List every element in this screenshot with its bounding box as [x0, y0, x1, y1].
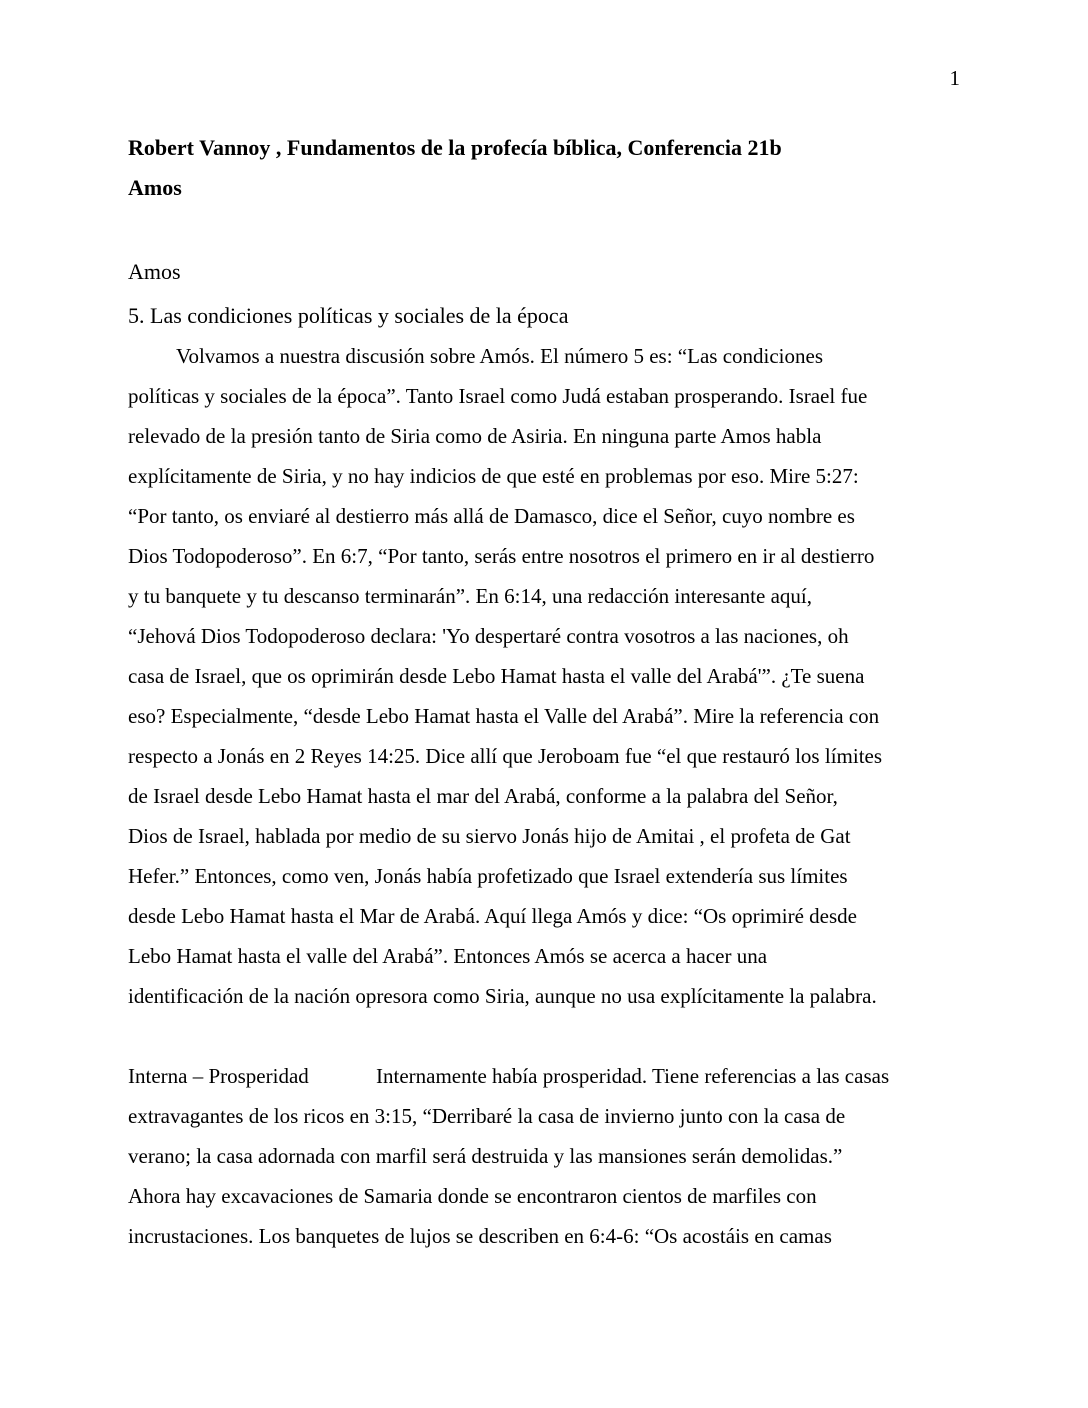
paragraph-line: Volvamos a nuestra discusión sobre Amós. El número 5 es: “Las condiciones	[176, 344, 824, 368]
paragraph-line: Lebo Hamat hasta el valle del Arabá”. Entonces Amós se acerca a hacer una	[128, 944, 768, 968]
paragraph-line: identificación de la nación opresora como Siria, aunque no usa explícitamente la palabra.	[128, 984, 877, 1008]
section-heading: Amos	[128, 259, 181, 284]
document-title	[128, 128, 782, 208]
title-line-1: Robert Vannoy , Fundamentos de la profecía bíblica, Conferencia 21b	[128, 135, 782, 160]
page-number: 1	[949, 66, 960, 90]
paragraph-line-text: Internamente había prosperidad. Tiene referencias a las casas	[376, 1064, 890, 1088]
section-subheading: 5. Las condiciones políticas y sociales de la época	[128, 303, 569, 328]
paragraph-line: Dios Todopoderoso”. En 6:7, “Por tanto, serás entre nosotros el primero en ir al destierro	[128, 544, 875, 568]
paragraph-line: de Israel desde Lebo Hamat hasta el mar del Arabá, conforme a la palabra del Señor,	[128, 784, 838, 808]
paragraph-line: Dios de Israel, hablada por medio de su siervo Jonás hijo de Amitai , el profeta de Gat	[128, 824, 851, 848]
paragraph-line: extravagantes de los ricos en 3:15, “Derribaré la casa de invierno junto con la casa de	[128, 1104, 846, 1128]
paragraph-line: verano; la casa adornada con marfil será destruida y las mansiones serán demolidas.”	[128, 1144, 843, 1168]
paragraph-line: relevado de la presión tanto de Siria como de Asiria. En ninguna parte Amos habla	[128, 424, 822, 448]
paragraph-line: eso? Especialmente, “desde Lebo Hamat hasta el Valle del Arabá”. Mire la referencia con	[128, 704, 880, 728]
paragraph-line	[128, 1056, 962, 1096]
title-line-2: Amos	[128, 175, 182, 200]
paragraph-line: “Por tanto, os enviaré al destierro más allá de Damasco, dice el Señor, cuyo nombre es	[128, 504, 855, 528]
paragraph-line: “Jehová Dios Todopoderoso declara: 'Yo despertaré contra vosotros a las naciones, oh	[128, 624, 849, 648]
paragraph-line: casa de Israel, que os oprimirán desde Lebo Hamat hasta el valle del Arabá'”. ¿Te suena	[128, 664, 865, 688]
paragraph-line: Hefer.” Entonces, como ven, Jonás había profetizado que Israel extendería sus límites	[128, 864, 848, 888]
paragraph-line: explícitamente de Siria, y no hay indicios de que esté en problemas por eso. Mire 5:27:	[128, 464, 859, 488]
side-label: Interna – Prosperidad	[128, 1064, 309, 1088]
paragraph-line: respecto a Jonás en 2 Reyes 14:25. Dice allí que Jeroboam fue “el que restauró los límites	[128, 744, 883, 768]
paragraph-line: políticas y sociales de la época”. Tanto Israel como Judá estaban prosperando. Israel fue	[128, 384, 868, 408]
paragraph-line: desde Lebo Hamat hasta el Mar de Arabá. Aquí llega Amós y dice: “Os oprimiré desde	[128, 904, 857, 928]
paragraph-internal-prosperity	[128, 1056, 962, 1256]
paragraph-line: Ahora hay excavaciones de Samaria donde se encontraron cientos de marfiles con	[128, 1184, 817, 1208]
paragraph-line: y tu banquete y tu descanso terminarán”. En 6:14, una redacción interesante aquí,	[128, 584, 812, 608]
paragraph-line: incrustaciones. Los banquetes de lujos se describen en 6:4-6: “Os acostáis en camas	[128, 1224, 832, 1248]
paragraph-political-conditions	[128, 336, 962, 1016]
